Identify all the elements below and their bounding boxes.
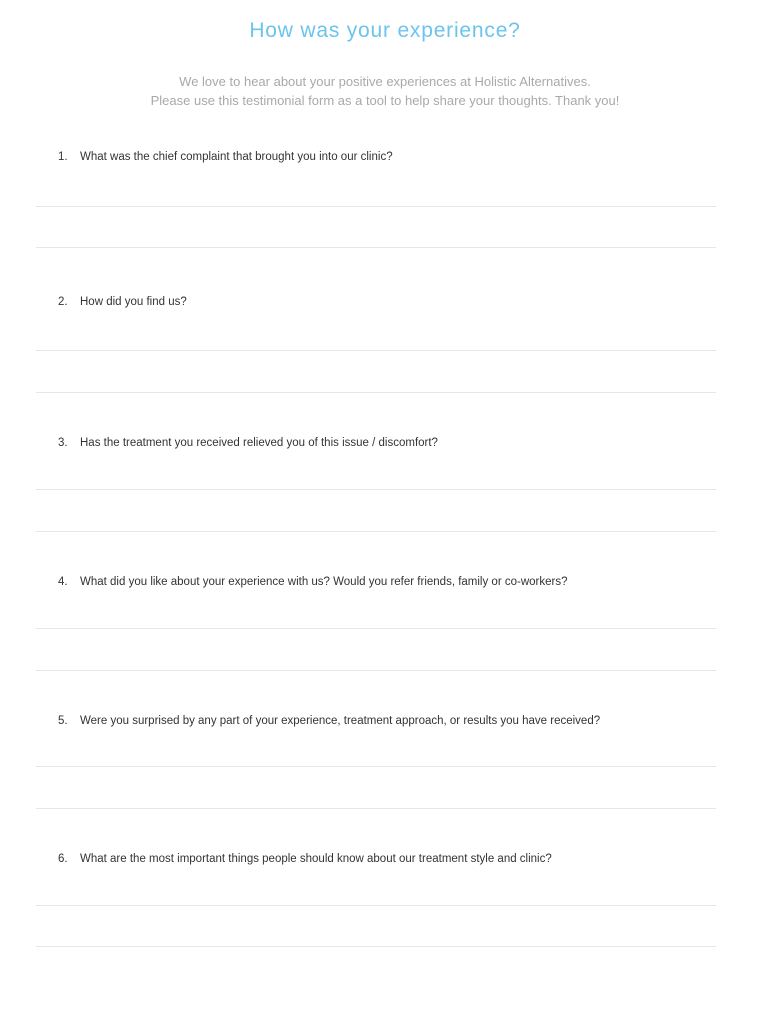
intro-line-2: Please use this testimonial form as a tool to help share your thoughts. Thank you! <box>150 93 620 108</box>
answer-line-4b[interactable] <box>36 670 716 671</box>
question-4 <box>58 576 738 588</box>
question-text: Were you surprised by any part of your experience, treatment approach, or results you have received? <box>80 715 601 727</box>
question-5 <box>58 715 738 727</box>
question-number: 3. <box>58 437 68 449</box>
question-number: 1. <box>58 151 68 163</box>
form-title: How was your experience? <box>249 19 521 42</box>
form-intro <box>0 72 770 110</box>
answer-line-2b[interactable] <box>36 392 716 393</box>
question-1 <box>58 151 738 163</box>
question-number: 5. <box>58 715 68 727</box>
question-text: What are the most important things people should know about our treatment style and clinic? <box>80 853 552 865</box>
answer-line-3b[interactable] <box>36 531 716 532</box>
answer-line-1b[interactable] <box>36 247 716 248</box>
question-number: 2. <box>58 296 68 308</box>
answer-line-5a[interactable] <box>36 766 716 767</box>
question-6 <box>58 853 738 865</box>
answer-line-5b[interactable] <box>36 808 716 809</box>
question-text: How did you find us? <box>80 296 187 308</box>
question-3 <box>58 437 738 449</box>
question-number: 6. <box>58 853 68 865</box>
question-number: 4. <box>58 576 68 588</box>
answer-line-3a[interactable] <box>36 489 716 490</box>
answer-line-6a[interactable] <box>36 905 716 906</box>
answer-line-4a[interactable] <box>36 628 716 629</box>
question-text: Has the treatment you received relieved you of this issue / discomfort? <box>80 437 438 449</box>
question-text: What was the chief complaint that brought you into our clinic? <box>80 151 393 163</box>
intro-line-1: We love to hear about your positive experiences at Holistic Alternatives. <box>179 74 591 89</box>
answer-line-1a[interactable] <box>36 206 716 207</box>
question-text: What did you like about your experience with us? Would you refer friends, family or co-workers? <box>80 576 568 588</box>
answer-line-6b[interactable] <box>36 946 716 947</box>
answer-line-2a[interactable] <box>36 350 716 351</box>
question-2 <box>58 296 738 308</box>
